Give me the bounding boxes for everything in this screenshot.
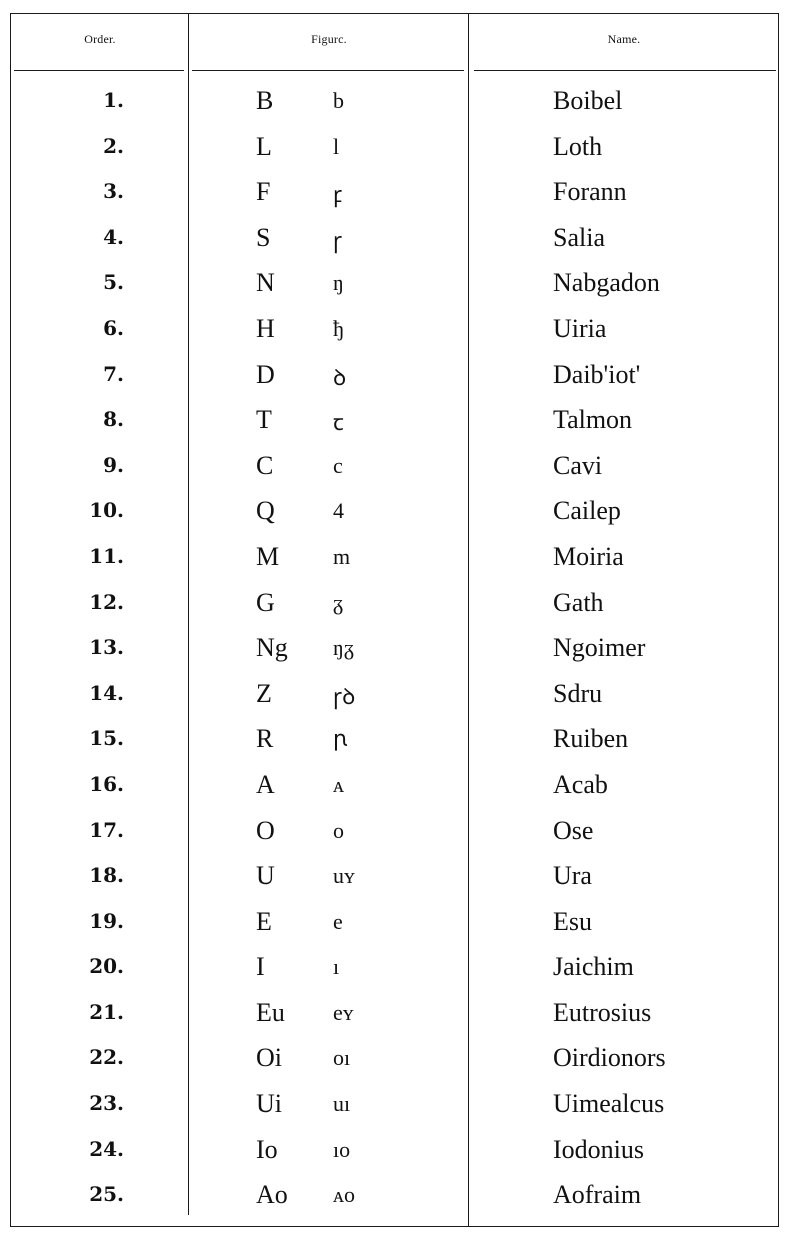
order-cell: 24. bbox=[89, 1136, 124, 1161]
figure-uppercase-cell: B bbox=[256, 86, 274, 115]
table-row bbox=[0, 360, 800, 406]
name-cell: Oirdionors bbox=[553, 1043, 666, 1073]
figure-lowercase-cell: ŋ bbox=[333, 270, 344, 296]
figure-lowercase-cell: m bbox=[333, 543, 351, 569]
name-cell: Iodonius bbox=[553, 1134, 644, 1164]
figure-uppercase-cell: E bbox=[256, 906, 272, 936]
table-row bbox=[0, 907, 800, 953]
figure-uppercase-cell: L bbox=[256, 131, 272, 161]
figure-uppercase-cell: S bbox=[256, 222, 271, 252]
figure-uppercase-cell: Ui bbox=[256, 1089, 282, 1119]
table-row bbox=[0, 177, 800, 223]
table-row bbox=[0, 998, 800, 1044]
figure-lowercase-cell: c bbox=[333, 452, 343, 478]
name-cell: Forann bbox=[553, 177, 627, 207]
figure-uppercase-cell: Q bbox=[256, 496, 275, 526]
name-cell: Ura bbox=[553, 861, 592, 891]
table-row bbox=[0, 952, 800, 998]
figure-lowercase-cell: ꞇ bbox=[333, 410, 344, 436]
table-row bbox=[0, 724, 800, 770]
header-rule-name bbox=[474, 70, 776, 71]
table-row bbox=[0, 86, 800, 132]
figure-lowercase-cell: ᴀo bbox=[333, 1182, 356, 1208]
figure-lowercase-cell: 4 bbox=[333, 498, 344, 524]
order-cell: 20. bbox=[89, 954, 124, 979]
figure-lowercase-cell: ᵹ bbox=[333, 589, 344, 615]
figure-lowercase-cell: l bbox=[333, 133, 340, 159]
figure-lowercase-cell: ꞅ bbox=[333, 227, 343, 253]
name-cell: Boibel bbox=[553, 86, 623, 115]
figure-uppercase-cell: F bbox=[256, 177, 271, 207]
name-cell: Ruiben bbox=[553, 724, 629, 754]
name-cell: Jaichim bbox=[553, 952, 634, 982]
order-cell: 25. bbox=[89, 1182, 124, 1207]
figure-uppercase-cell: I bbox=[256, 952, 265, 982]
table-row bbox=[0, 314, 800, 360]
figure-uppercase-cell: M bbox=[256, 541, 280, 571]
figure-uppercase-cell: H bbox=[256, 313, 275, 343]
order-cell: 14. bbox=[89, 680, 124, 705]
figure-lowercase-cell: ђ bbox=[333, 315, 344, 341]
figure-lowercase-cell: ᴀ bbox=[333, 771, 345, 797]
order-cell: 15. bbox=[89, 726, 124, 751]
table-row bbox=[0, 1180, 800, 1226]
table-row bbox=[0, 268, 800, 314]
figure-lowercase-cell: ı bbox=[333, 954, 340, 980]
table-row bbox=[0, 770, 800, 816]
table-row bbox=[0, 1089, 800, 1135]
figure-lowercase-cell: oı bbox=[333, 1045, 351, 1071]
figure-lowercase-cell: ŋᵹ bbox=[333, 635, 355, 661]
figure-uppercase-cell: D bbox=[256, 359, 275, 389]
table-row bbox=[0, 1043, 800, 1089]
name-cell: Cavi bbox=[553, 450, 603, 480]
table-row bbox=[0, 405, 800, 451]
table-row bbox=[0, 861, 800, 907]
figure-uppercase-cell: A bbox=[256, 769, 275, 799]
table-row bbox=[0, 132, 800, 178]
figure-uppercase-cell: N bbox=[256, 268, 275, 298]
column-header-figure: Figurc. bbox=[311, 32, 347, 46]
column-header-name: Name. bbox=[607, 32, 641, 46]
name-cell: Acab bbox=[553, 769, 608, 799]
figure-uppercase-cell: Oi bbox=[256, 1043, 282, 1073]
name-cell: Nabgadon bbox=[553, 268, 660, 298]
figure-lowercase-cell: o bbox=[333, 817, 344, 843]
figure-lowercase-cell: ıo bbox=[333, 1136, 351, 1162]
name-cell: Esu bbox=[553, 906, 592, 936]
figure-lowercase-cell: uʏ bbox=[333, 863, 355, 889]
table-row bbox=[0, 679, 800, 725]
name-cell: Gath bbox=[553, 587, 604, 617]
table-row bbox=[0, 588, 800, 634]
header-rule-order bbox=[14, 70, 184, 71]
figure-lowercase-cell: eʏ bbox=[333, 999, 354, 1025]
table-row bbox=[0, 223, 800, 269]
order-cell: 13. bbox=[89, 635, 124, 660]
column-header-order: Order. bbox=[84, 32, 116, 46]
name-cell: Aofraim bbox=[553, 1180, 642, 1210]
figure-uppercase-cell: R bbox=[256, 724, 274, 754]
table-row bbox=[0, 633, 800, 679]
name-cell: Cailep bbox=[553, 496, 621, 526]
order-cell: 23. bbox=[89, 1091, 124, 1116]
order-cell: 12. bbox=[89, 589, 124, 614]
name-cell: Ose bbox=[553, 815, 594, 845]
table-row bbox=[0, 496, 800, 542]
table-row bbox=[0, 816, 800, 862]
name-cell: Daib'iot' bbox=[553, 359, 641, 389]
figure-uppercase-cell: Eu bbox=[256, 997, 285, 1027]
order-cell: 2. bbox=[103, 133, 124, 158]
figure-uppercase-cell: Io bbox=[256, 1134, 278, 1164]
name-cell: Talmon bbox=[553, 405, 633, 435]
figure-lowercase-cell: ꞃ bbox=[333, 726, 347, 752]
order-cell: 7. bbox=[103, 361, 124, 386]
order-cell: 10. bbox=[89, 498, 124, 523]
name-cell: Uimealcus bbox=[553, 1089, 665, 1119]
order-cell: 9. bbox=[103, 452, 124, 477]
order-cell: 17. bbox=[89, 817, 124, 842]
table-row bbox=[0, 451, 800, 497]
figure-lowercase-cell: ꞅꝺ bbox=[333, 683, 356, 709]
header-rule-figure bbox=[192, 70, 464, 71]
order-cell: 5. bbox=[103, 270, 124, 295]
figure-lowercase-cell: b bbox=[333, 88, 344, 113]
order-cell: 19. bbox=[89, 908, 124, 933]
order-cell: 1. bbox=[103, 88, 124, 112]
figure-uppercase-cell: T bbox=[256, 405, 272, 435]
name-cell: Eutrosius bbox=[553, 997, 652, 1027]
name-cell: Loth bbox=[553, 131, 603, 161]
order-cell: 4. bbox=[103, 224, 124, 249]
name-cell: Sdru bbox=[553, 678, 603, 708]
name-cell: Salia bbox=[553, 222, 605, 252]
figure-uppercase-cell: Ao bbox=[256, 1180, 288, 1210]
figure-uppercase-cell: U bbox=[256, 861, 275, 891]
figure-uppercase-cell: G bbox=[256, 587, 275, 617]
order-cell: 21. bbox=[89, 999, 124, 1024]
figure-uppercase-cell: Ng bbox=[256, 633, 288, 663]
figure-uppercase-cell: Z bbox=[256, 678, 272, 708]
figure-lowercase-cell: e bbox=[333, 908, 343, 934]
order-cell: 18. bbox=[89, 863, 124, 888]
figure-lowercase-cell: ꝼ bbox=[333, 182, 343, 208]
order-cell: 11. bbox=[89, 543, 124, 568]
table-body bbox=[0, 86, 800, 1226]
name-cell: Uiria bbox=[553, 313, 607, 343]
name-cell: Moiria bbox=[553, 541, 624, 571]
figure-uppercase-cell: O bbox=[256, 815, 275, 845]
order-cell: 16. bbox=[89, 771, 124, 796]
table-row bbox=[0, 1135, 800, 1181]
figure-uppercase-cell: C bbox=[256, 450, 274, 480]
order-cell: 3. bbox=[103, 179, 124, 204]
figure-lowercase-cell: ꝺ bbox=[333, 364, 347, 390]
name-cell: Ngoimer bbox=[553, 633, 646, 663]
order-cell: 8. bbox=[103, 407, 124, 432]
order-cell: 6. bbox=[103, 315, 124, 340]
figure-lowercase-cell: uı bbox=[333, 1091, 351, 1117]
table-row bbox=[0, 542, 800, 588]
order-cell: 22. bbox=[89, 1045, 124, 1070]
